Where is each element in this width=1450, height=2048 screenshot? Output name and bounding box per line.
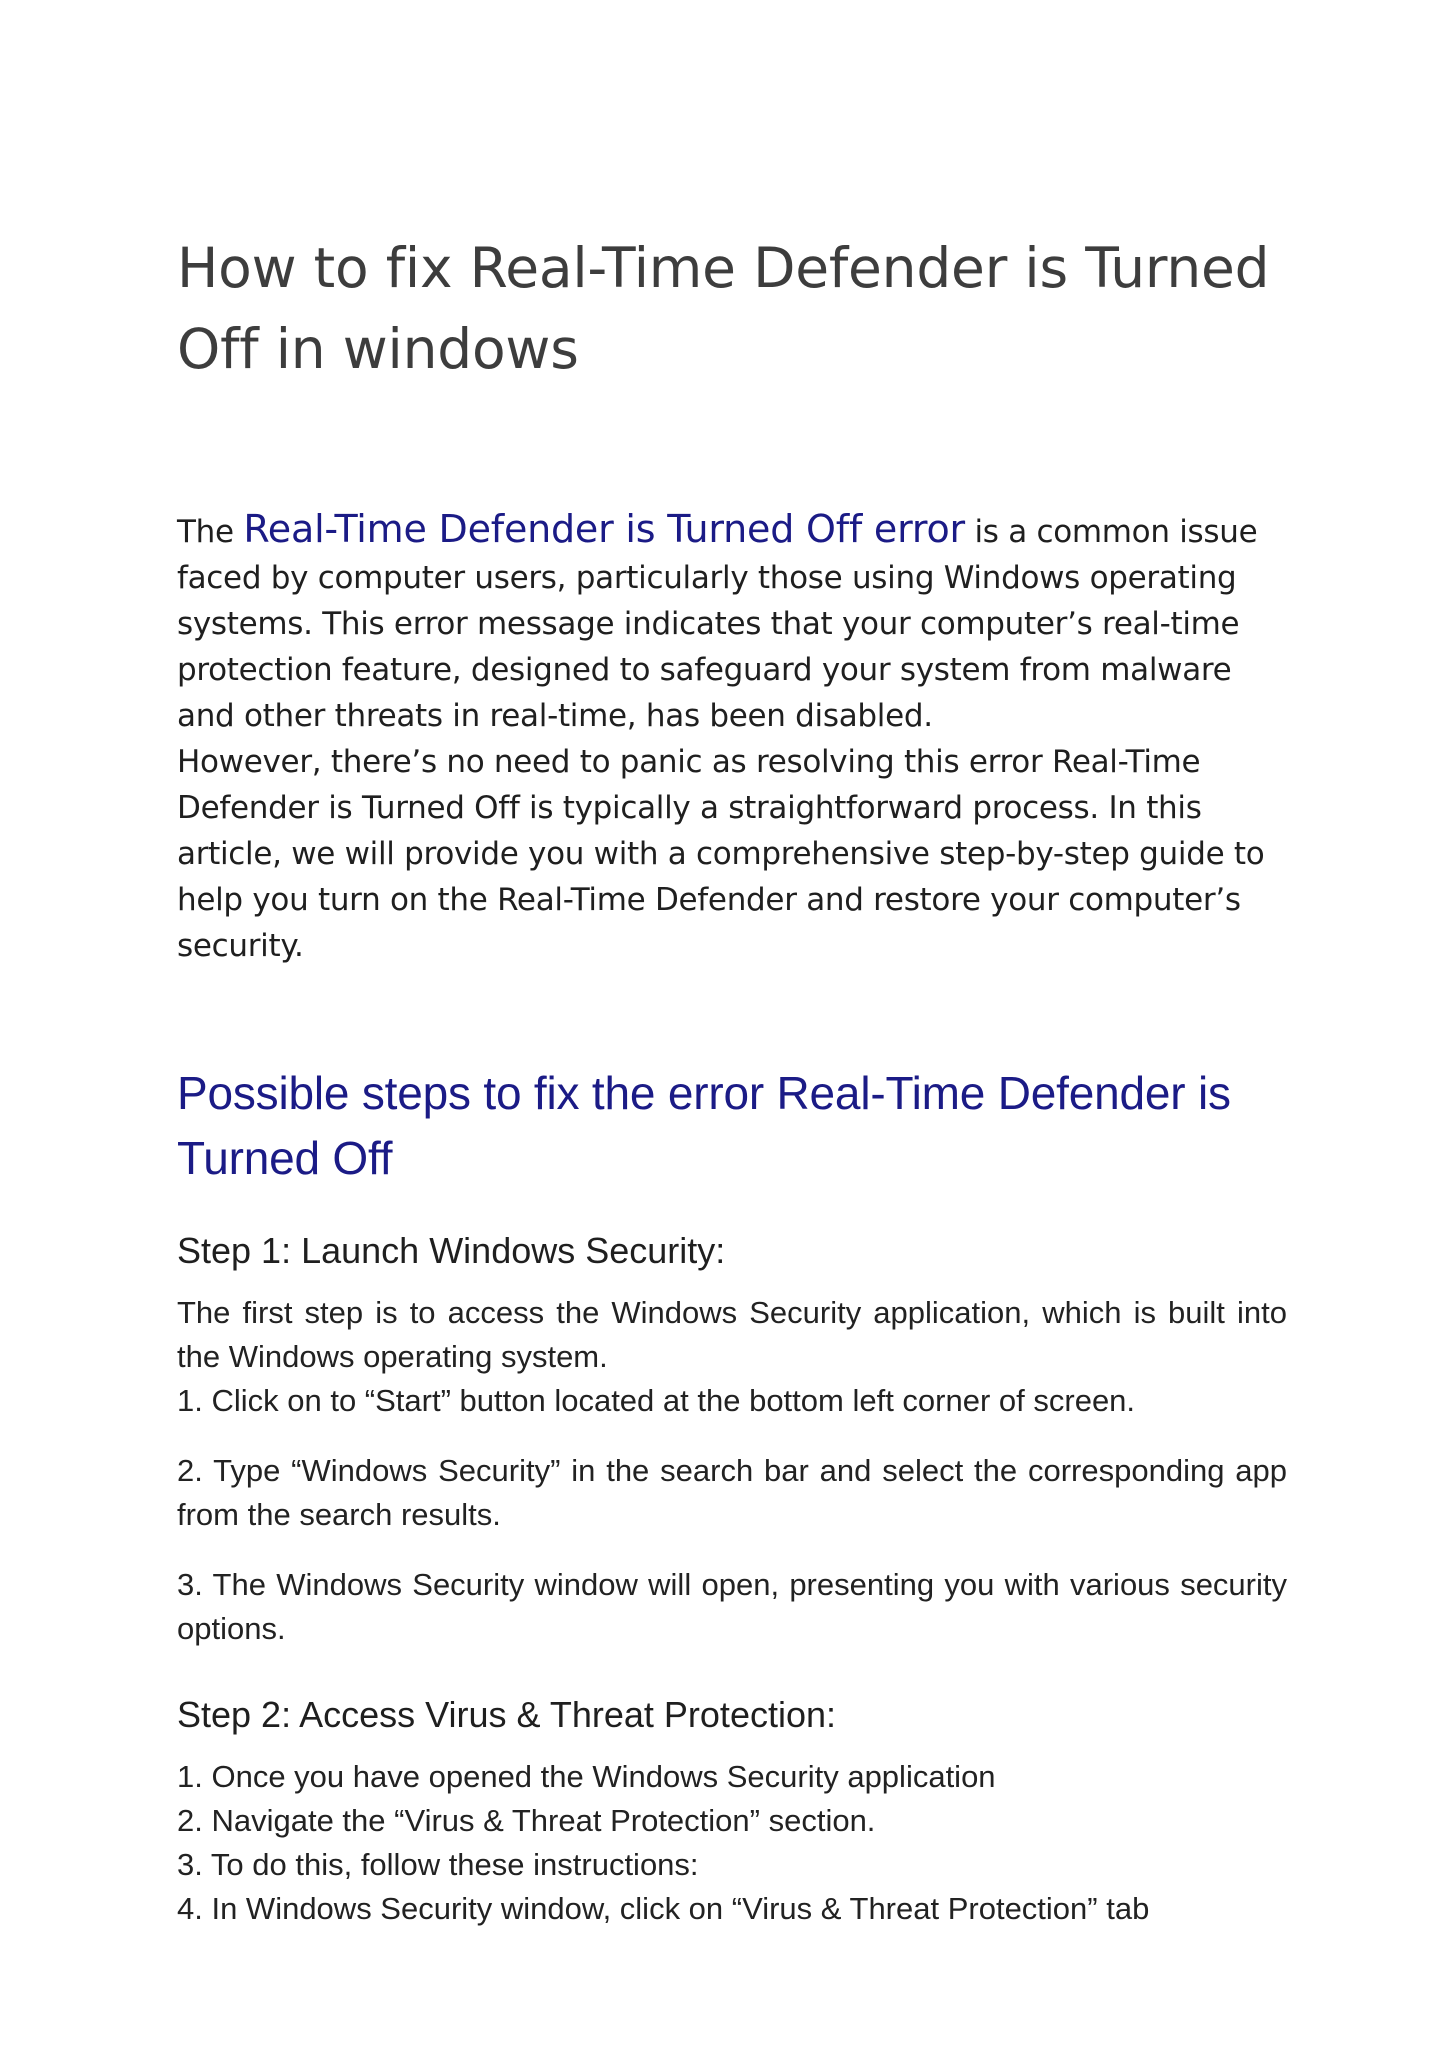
step-1-description: The first step is to access the Windows Security application, which is built into the Windows operating system. [177,1295,1287,1374]
real-time-defender-error-link[interactable]: Real-Time Defender is Turned Off error [243,507,965,551]
section-title: Possible steps to fix the error Real-Time Defender is Turned Off [177,1067,1231,1184]
step-2-list [177,1755,1287,1931]
intro-first-paragraph-rest: is a common issue faced by computer users, particularly those using Windows operating systems. This error message indicates that your computer’s real-time protection feature, designed to safeguard your system from malware and other threats in real-time, has been disabled. [177,514,1258,734]
step-2-list-item-3: 3. To do this, follow these instructions: [177,1847,699,1882]
intro-lead-word: The [177,514,244,550]
intro-section [177,506,1287,969]
page-title: How to fix Real-Time Defender is Turned Off in windows [177,236,1270,381]
step-2-list-item-4: 4. In Windows Security window, click on “Virus & Threat Protection” tab [177,1891,1150,1926]
intro-paragraph-1 [177,506,1287,739]
intro-paragraph-2: However, there’s no need to panic as resolving this error Real-Time Defender is Turned Off is typically a straightforward process. In this article, we will provide you with a comprehensive step-by-step guide to help you turn on the Real-Time Defender and restore your computer’s security. [177,744,1265,964]
step-2-list-item-2: 2. Navigate the “Virus & Threat Protection” section. [177,1803,876,1838]
step-2-list-item-1: 1. Once you have opened the Windows Security application [177,1759,996,1794]
step-1-list-item-2: 2. Type “Windows Security” in the search bar and select the corresponding app from the search results. [177,1453,1287,1532]
step-1-heading: Step 1: Launch Windows Security: [177,1230,726,1271]
step-1-list-item-1: 1. Click on to “Start” button located at the bottom left corner of screen. [177,1383,1136,1418]
step-2-heading: Step 2: Access Virus & Threat Protection: [177,1694,837,1735]
step-1-list-item-3: 3. The Windows Security window will open, presenting you with various security options. [177,1567,1287,1646]
document-content [177,228,1287,1931]
